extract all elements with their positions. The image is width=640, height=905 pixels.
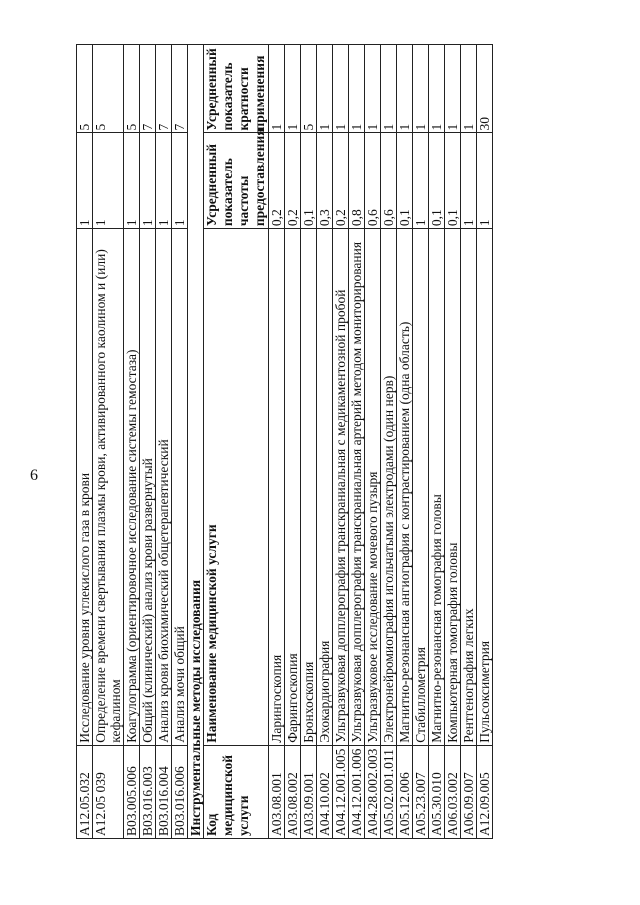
rotated-document xyxy=(76,44,493,839)
cell-name: Общий (клинический) анализ крови развернутый xyxy=(140,229,156,746)
cell-code: A05.02.001.011 xyxy=(381,745,397,838)
table-row xyxy=(317,45,333,839)
table-row xyxy=(77,45,93,839)
page-number: 6 xyxy=(30,467,38,484)
cell-code: A03.09.001 xyxy=(301,745,317,838)
cell-mult: 1 xyxy=(461,45,477,134)
cell-mult: 1 xyxy=(397,45,413,134)
table-row xyxy=(301,45,317,839)
cell-name: Пульсоксиметрия xyxy=(477,229,493,746)
cell-name: Ультразвуковая допплерография транскраниальная с медикаментозной пробой xyxy=(333,229,349,746)
cell-mult: 1 xyxy=(365,45,381,134)
cell-mult: 7 xyxy=(156,45,172,134)
table-row xyxy=(124,45,140,839)
cell-code: A04.10.002 xyxy=(317,745,333,838)
cell-name: Электронейромиография игольчатыми электродами (один нерв) xyxy=(381,229,397,746)
cell-name: Определение времени свертывания плазмы крови, активированного каолином и (или) кефалином xyxy=(93,229,124,746)
cell-freq: 0,2 xyxy=(285,133,301,229)
cell-mult: 1 xyxy=(445,45,461,134)
table-row xyxy=(349,45,365,839)
cell-code: B03.016.006 xyxy=(172,745,188,838)
cell-freq: 0,6 xyxy=(381,133,397,229)
cell-mult: 1 xyxy=(349,45,365,134)
header-code: Код медицинской услуги xyxy=(204,745,269,838)
cell-mult: 1 xyxy=(381,45,397,134)
header-freq: Усредненный показатель частоты предоставления xyxy=(204,133,269,229)
cell-code: A12.05 039 xyxy=(93,745,124,838)
services-table xyxy=(76,44,493,839)
table-row xyxy=(365,45,381,839)
table-row xyxy=(413,45,429,839)
cell-freq: 1 xyxy=(77,133,93,229)
cell-code: B03.016.003 xyxy=(140,745,156,838)
cell-code: A04.12.001.005 xyxy=(333,745,349,838)
cell-mult: 1 xyxy=(285,45,301,134)
cell-freq: 1 xyxy=(156,133,172,229)
cell-name: Анализ крови биохимический общетерапевтический xyxy=(156,229,172,746)
table-row xyxy=(477,45,493,839)
cell-name: Анализ мочи общий xyxy=(172,229,188,746)
cell-freq: 0,2 xyxy=(333,133,349,229)
cell-code: A12.09.005 xyxy=(477,745,493,838)
cell-freq: 1 xyxy=(140,133,156,229)
cell-freq: 0,3 xyxy=(317,133,333,229)
table-row xyxy=(269,45,285,839)
cell-mult: 1 xyxy=(269,45,285,134)
cell-freq: 1 xyxy=(461,133,477,229)
cell-freq: 1 xyxy=(124,133,140,229)
cell-mult: 1 xyxy=(429,45,445,134)
table-row xyxy=(140,45,156,839)
cell-freq: 1 xyxy=(477,133,493,229)
cell-mult: 5 xyxy=(77,45,93,134)
cell-code: B03.005.006 xyxy=(124,745,140,838)
cell-mult: 1 xyxy=(333,45,349,134)
table-row xyxy=(461,45,477,839)
cell-freq: 0,1 xyxy=(301,133,317,229)
section-block xyxy=(188,45,269,839)
table-row xyxy=(156,45,172,839)
cell-code: A04.28.002.003 xyxy=(365,745,381,838)
cell-mult: 5 xyxy=(301,45,317,134)
table-row xyxy=(381,45,397,839)
table-row xyxy=(172,45,188,839)
cell-code: A03.08.002 xyxy=(285,745,301,838)
cell-name: Магнитно-резонансная томография головы xyxy=(429,229,445,746)
cell-code: A05.30.010 xyxy=(429,745,445,838)
cell-code: A03.08.001 xyxy=(269,745,285,838)
cell-name: Стабиллометрия xyxy=(413,229,429,746)
cell-freq: 0,1 xyxy=(429,133,445,229)
cell-name: Коагулограмма (ориентировочное исследование системы гемостаза) xyxy=(124,229,140,746)
cell-mult: 5 xyxy=(93,45,124,134)
cell-name: Эхокардиография xyxy=(317,229,333,746)
cell-mult: 5 xyxy=(124,45,140,134)
table-row xyxy=(429,45,445,839)
cell-freq: 0,2 xyxy=(269,133,285,229)
cell-mult: 30 xyxy=(477,45,493,134)
header-mult: Усредненный показатель кратности применения xyxy=(204,45,269,134)
cell-name: Ларингоскопия xyxy=(269,229,285,746)
cell-name: Магнитно-резонансная ангиография с контрастированием (одна область) xyxy=(397,229,413,746)
cell-code: B03.016.004 xyxy=(156,745,172,838)
cell-mult: 7 xyxy=(172,45,188,134)
cell-code: A06.09.007 xyxy=(461,745,477,838)
header-row xyxy=(204,45,269,839)
cell-name: Рентгенография легких xyxy=(461,229,477,746)
cell-freq: 1 xyxy=(413,133,429,229)
cell-name: Фарингоскопия xyxy=(285,229,301,746)
cell-mult: 1 xyxy=(317,45,333,134)
instrumental-services-rows xyxy=(269,45,493,839)
cell-freq: 0,1 xyxy=(397,133,413,229)
table-row xyxy=(397,45,413,839)
cell-code: A06.03.002 xyxy=(445,745,461,838)
cell-mult: 1 xyxy=(413,45,429,134)
section-title: Инструментальные методы исследования xyxy=(188,45,204,839)
cell-code: A05.23.007 xyxy=(413,745,429,838)
table-row xyxy=(445,45,461,839)
cell-name: Исследование уровня углекислого газа в крови xyxy=(77,229,93,746)
cell-name: Ультразвуковая допплерография транскраниальная артерий методом мониторирования xyxy=(349,229,365,746)
lab-services-rows xyxy=(77,45,188,839)
cell-freq: 0,8 xyxy=(349,133,365,229)
cell-code: A12.05.032 xyxy=(77,745,93,838)
cell-name: Бронхоскопия xyxy=(301,229,317,746)
table-row xyxy=(285,45,301,839)
header-name: Наименование медицинской услуги xyxy=(204,229,269,746)
cell-freq: 0,1 xyxy=(445,133,461,229)
cell-code: A05.12.006 xyxy=(397,745,413,838)
table-row xyxy=(93,45,124,839)
cell-mult: 7 xyxy=(140,45,156,134)
cell-freq: 0,6 xyxy=(365,133,381,229)
section-row xyxy=(188,45,204,839)
cell-name: Компьютерная томография головы xyxy=(445,229,461,746)
table-row xyxy=(333,45,349,839)
cell-freq: 1 xyxy=(93,133,124,229)
cell-name: Ультразвуковое исследование мочевого пузыря xyxy=(365,229,381,746)
cell-code: A04.12.001.006 xyxy=(349,745,365,838)
cell-freq: 1 xyxy=(172,133,188,229)
